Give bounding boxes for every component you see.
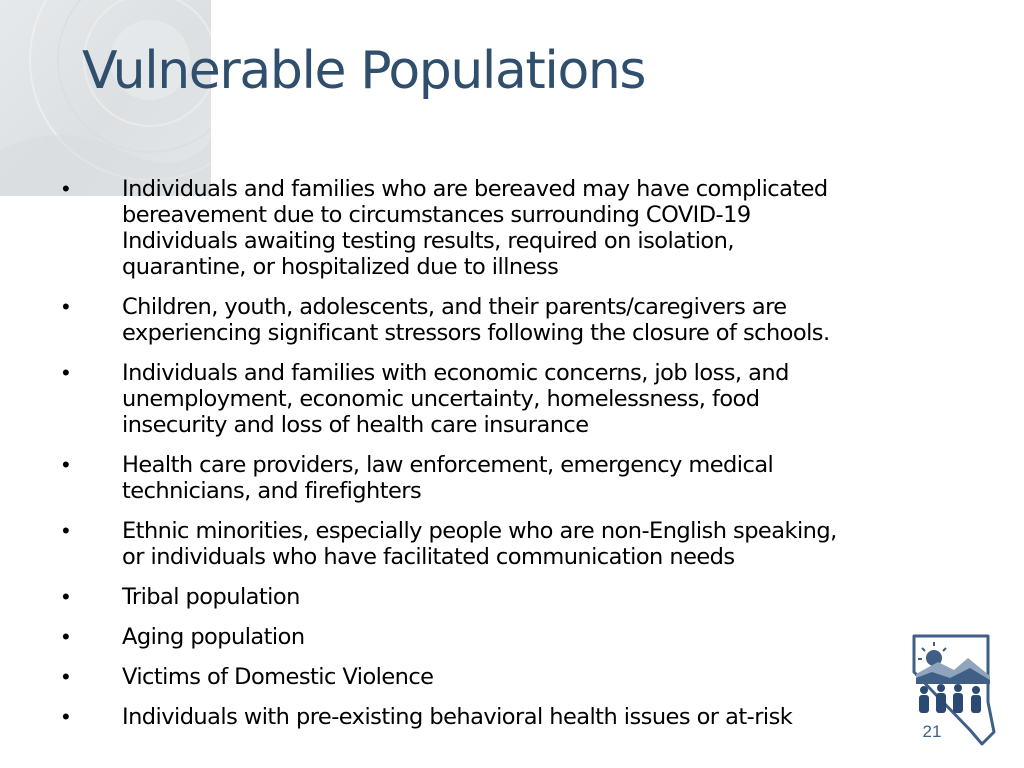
bullet-dot-icon: •	[62, 664, 70, 689]
bullet-dot-icon: •	[62, 518, 70, 543]
bullet-dot-icon: •	[62, 452, 70, 477]
bullet-text-line: Tribal population	[122, 584, 300, 610]
bullet-text-line: insecurity and loss of health care insurance	[122, 412, 589, 438]
bullet-item	[60, 584, 960, 610]
bullet-item	[60, 664, 960, 690]
bullet-dot-icon: •	[62, 704, 70, 729]
bullet-item	[60, 176, 960, 280]
bullet-text-line: Victims of Domestic Violence	[122, 664, 434, 690]
bullet-text-line: Individuals with pre-existing behavioral health issues or at-risk	[122, 704, 793, 730]
bullet-dot-icon: •	[62, 624, 70, 649]
bullet-text-line: Ethnic minorities, especially people who are non-English speaking,	[122, 518, 837, 544]
bullet-text-line: Individuals awaiting testing results, required on isolation,	[122, 228, 734, 254]
bullet-item	[60, 360, 960, 438]
bullet-text-line: unemployment, economic uncertainty, homelessness, food	[122, 386, 760, 412]
bullet-item	[60, 518, 960, 570]
slide-title: Vulnerable Populations	[82, 41, 646, 101]
bullet-dot-icon: •	[62, 294, 70, 319]
bullet-text-line: Individuals and families with economic concerns, job loss, and	[122, 360, 789, 386]
bullet-text-line: or individuals who have facilitated communication needs	[122, 544, 735, 570]
bullet-text-line: technicians, and firefighters	[122, 478, 422, 504]
bullet-text-line: Children, youth, adolescents, and their parents/caregivers are	[122, 294, 787, 320]
bullet-dot-icon: •	[62, 176, 70, 201]
bullet-dot-icon: •	[62, 584, 70, 609]
bullet-item	[60, 624, 960, 650]
bullet-item	[60, 452, 960, 504]
bullet-list	[60, 176, 960, 744]
page-number: 21	[922, 722, 942, 741]
bullet-text-line: bereavement due to circumstances surrounding COVID-19	[122, 202, 751, 228]
bullet-item	[60, 704, 960, 730]
bullet-text-line: quarantine, or hospitalized due to illness	[122, 254, 559, 280]
bullet-text-line: experiencing significant stressors following the closure of schools.	[122, 320, 830, 346]
bullet-text-line: Individuals and families who are bereaved may have complicated	[122, 176, 828, 202]
bullet-dot-icon: •	[62, 360, 70, 385]
bullet-text-line: Aging population	[122, 624, 305, 650]
bullet-item	[60, 294, 960, 346]
bullet-text-line: Health care providers, law enforcement, emergency medical	[122, 452, 774, 478]
